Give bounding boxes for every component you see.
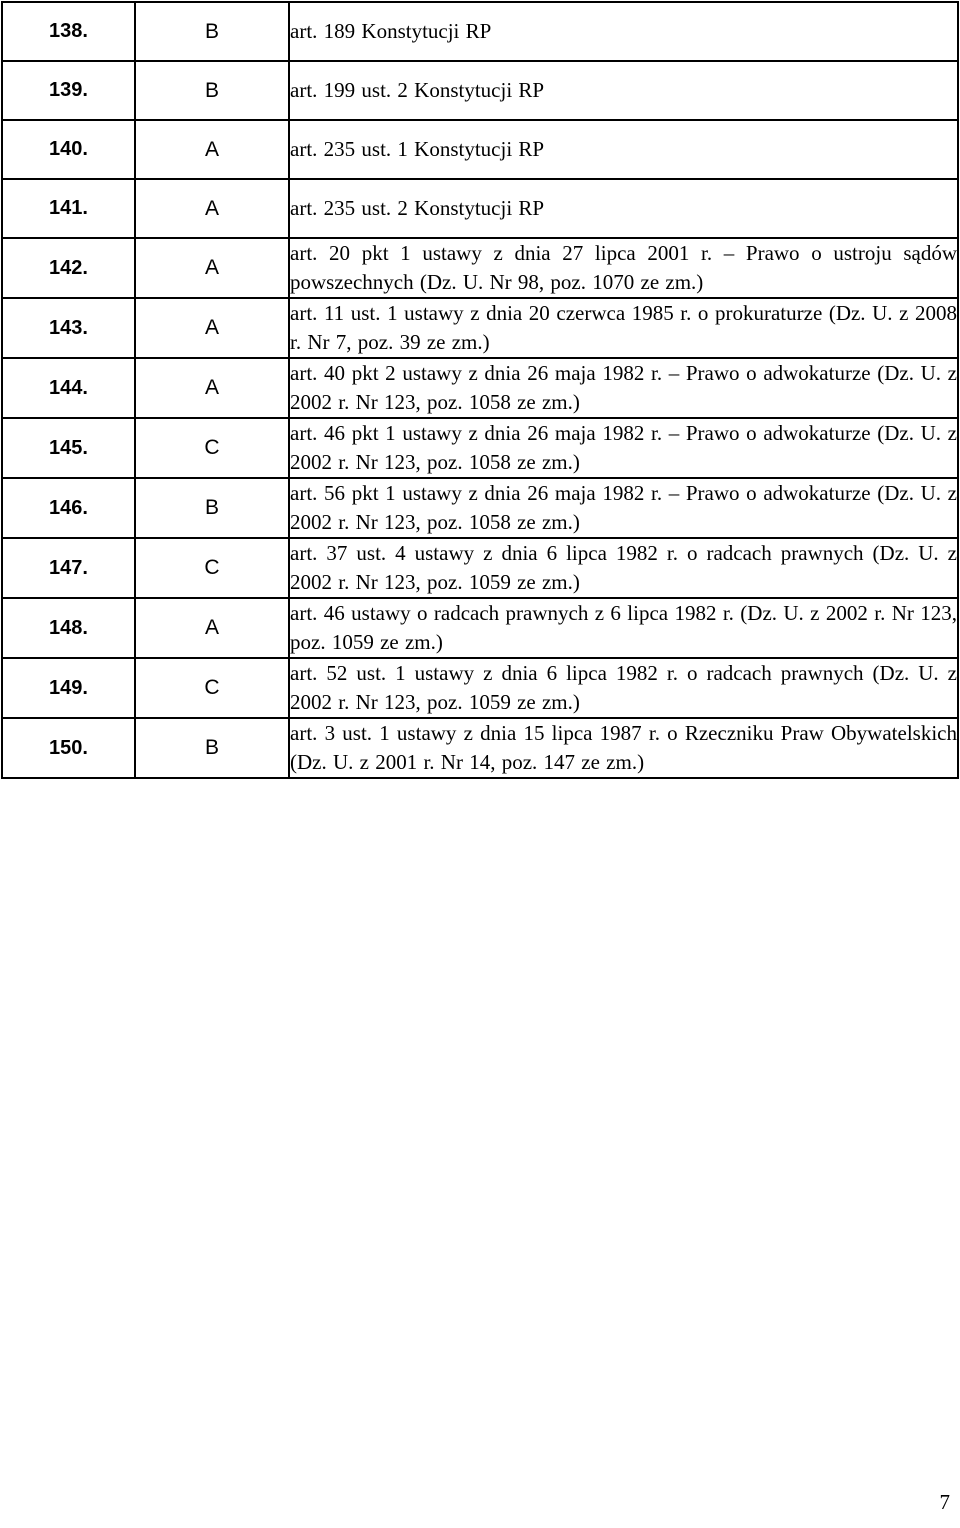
question-number: 145. xyxy=(2,418,135,478)
answer-letter: C xyxy=(135,658,289,718)
answer-letter: C xyxy=(135,538,289,598)
answer-letter: B xyxy=(135,61,289,120)
legal-reference: art. 11 ust. 1 ustawy z dnia 20 czerwca 1985 r. o prokuraturze (Dz. U. z 2008 r. Nr 7, poz. 39 ze zm.) xyxy=(289,298,958,358)
question-number: 148. xyxy=(2,598,135,658)
table-row xyxy=(2,179,958,238)
answer-letter: B xyxy=(135,2,289,61)
question-number: 140. xyxy=(2,120,135,179)
legal-reference: art. 46 pkt 1 ustawy z dnia 26 maja 1982 r. – Prawo o adwokaturze (Dz. U. z 2002 r. Nr 123, poz. 1058 ze zm.) xyxy=(289,418,958,478)
answer-letter: A xyxy=(135,298,289,358)
answer-letter: C xyxy=(135,418,289,478)
table-row xyxy=(2,238,958,298)
question-number: 149. xyxy=(2,658,135,718)
answer-letter: A xyxy=(135,238,289,298)
question-number: 141. xyxy=(2,179,135,238)
question-number: 146. xyxy=(2,478,135,538)
answer-letter: B xyxy=(135,478,289,538)
legal-reference: art. 3 ust. 1 ustawy z dnia 15 lipca 1987 r. o Rzeczniku Praw Obywatelskich (Dz. U. z 2001 r. Nr 14, poz. 147 ze zm.) xyxy=(289,718,958,778)
answer-letter: A xyxy=(135,358,289,418)
table-row xyxy=(2,61,958,120)
table-row xyxy=(2,658,958,718)
table-row xyxy=(2,358,958,418)
answer-letter: A xyxy=(135,120,289,179)
table-row xyxy=(2,298,958,358)
legal-reference: art. 40 pkt 2 ustawy z dnia 26 maja 1982 r. – Prawo o adwokaturze (Dz. U. z 2002 r. Nr 123, poz. 1058 ze zm.) xyxy=(289,358,958,418)
table-row xyxy=(2,538,958,598)
table-row xyxy=(2,418,958,478)
question-number: 142. xyxy=(2,238,135,298)
legal-reference: art. 56 pkt 1 ustawy z dnia 26 maja 1982 r. – Prawo o adwokaturze (Dz. U. z 2002 r. Nr 123, poz. 1058 ze zm.) xyxy=(289,478,958,538)
table-row xyxy=(2,598,958,658)
question-number: 143. xyxy=(2,298,135,358)
table-row xyxy=(2,478,958,538)
page-number: 7 xyxy=(939,1490,950,1514)
table-row xyxy=(2,2,958,61)
answer-letter: A xyxy=(135,179,289,238)
legal-reference: art. 235 ust. 2 Konstytucji RP xyxy=(289,179,958,238)
answer-letter: B xyxy=(135,718,289,778)
legal-reference: art. 20 pkt 1 ustawy z dnia 27 lipca 2001 r. – Prawo o ustroju sądów powszechnych (Dz. U. Nr 98, poz. 1070 ze zm.) xyxy=(289,238,958,298)
table-row xyxy=(2,718,958,778)
question-number: 147. xyxy=(2,538,135,598)
legal-reference: art. 189 Konstytucji RP xyxy=(289,2,958,61)
table-row xyxy=(2,120,958,179)
legal-reference: art. 37 ust. 4 ustawy z dnia 6 lipca 1982 r. o radcach prawnych (Dz. U. z 2002 r. Nr 123, poz. 1059 ze zm.) xyxy=(289,538,958,598)
answer-letter: A xyxy=(135,598,289,658)
legal-reference: art. 235 ust. 1 Konstytucji RP xyxy=(289,120,958,179)
question-number: 139. xyxy=(2,61,135,120)
question-number: 144. xyxy=(2,358,135,418)
question-number: 150. xyxy=(2,718,135,778)
legal-reference: art. 199 ust. 2 Konstytucji RP xyxy=(289,61,958,120)
legal-reference: art. 46 ustawy o radcach prawnych z 6 lipca 1982 r. (Dz. U. z 2002 r. Nr 123, poz. 1059 ze zm.) xyxy=(289,598,958,658)
question-number: 138. xyxy=(2,2,135,61)
answer-key-table xyxy=(1,1,959,779)
legal-reference: art. 52 ust. 1 ustawy z dnia 6 lipca 1982 r. o radcach prawnych (Dz. U. z 2002 r. Nr 123, poz. 1059 ze zm.) xyxy=(289,658,958,718)
